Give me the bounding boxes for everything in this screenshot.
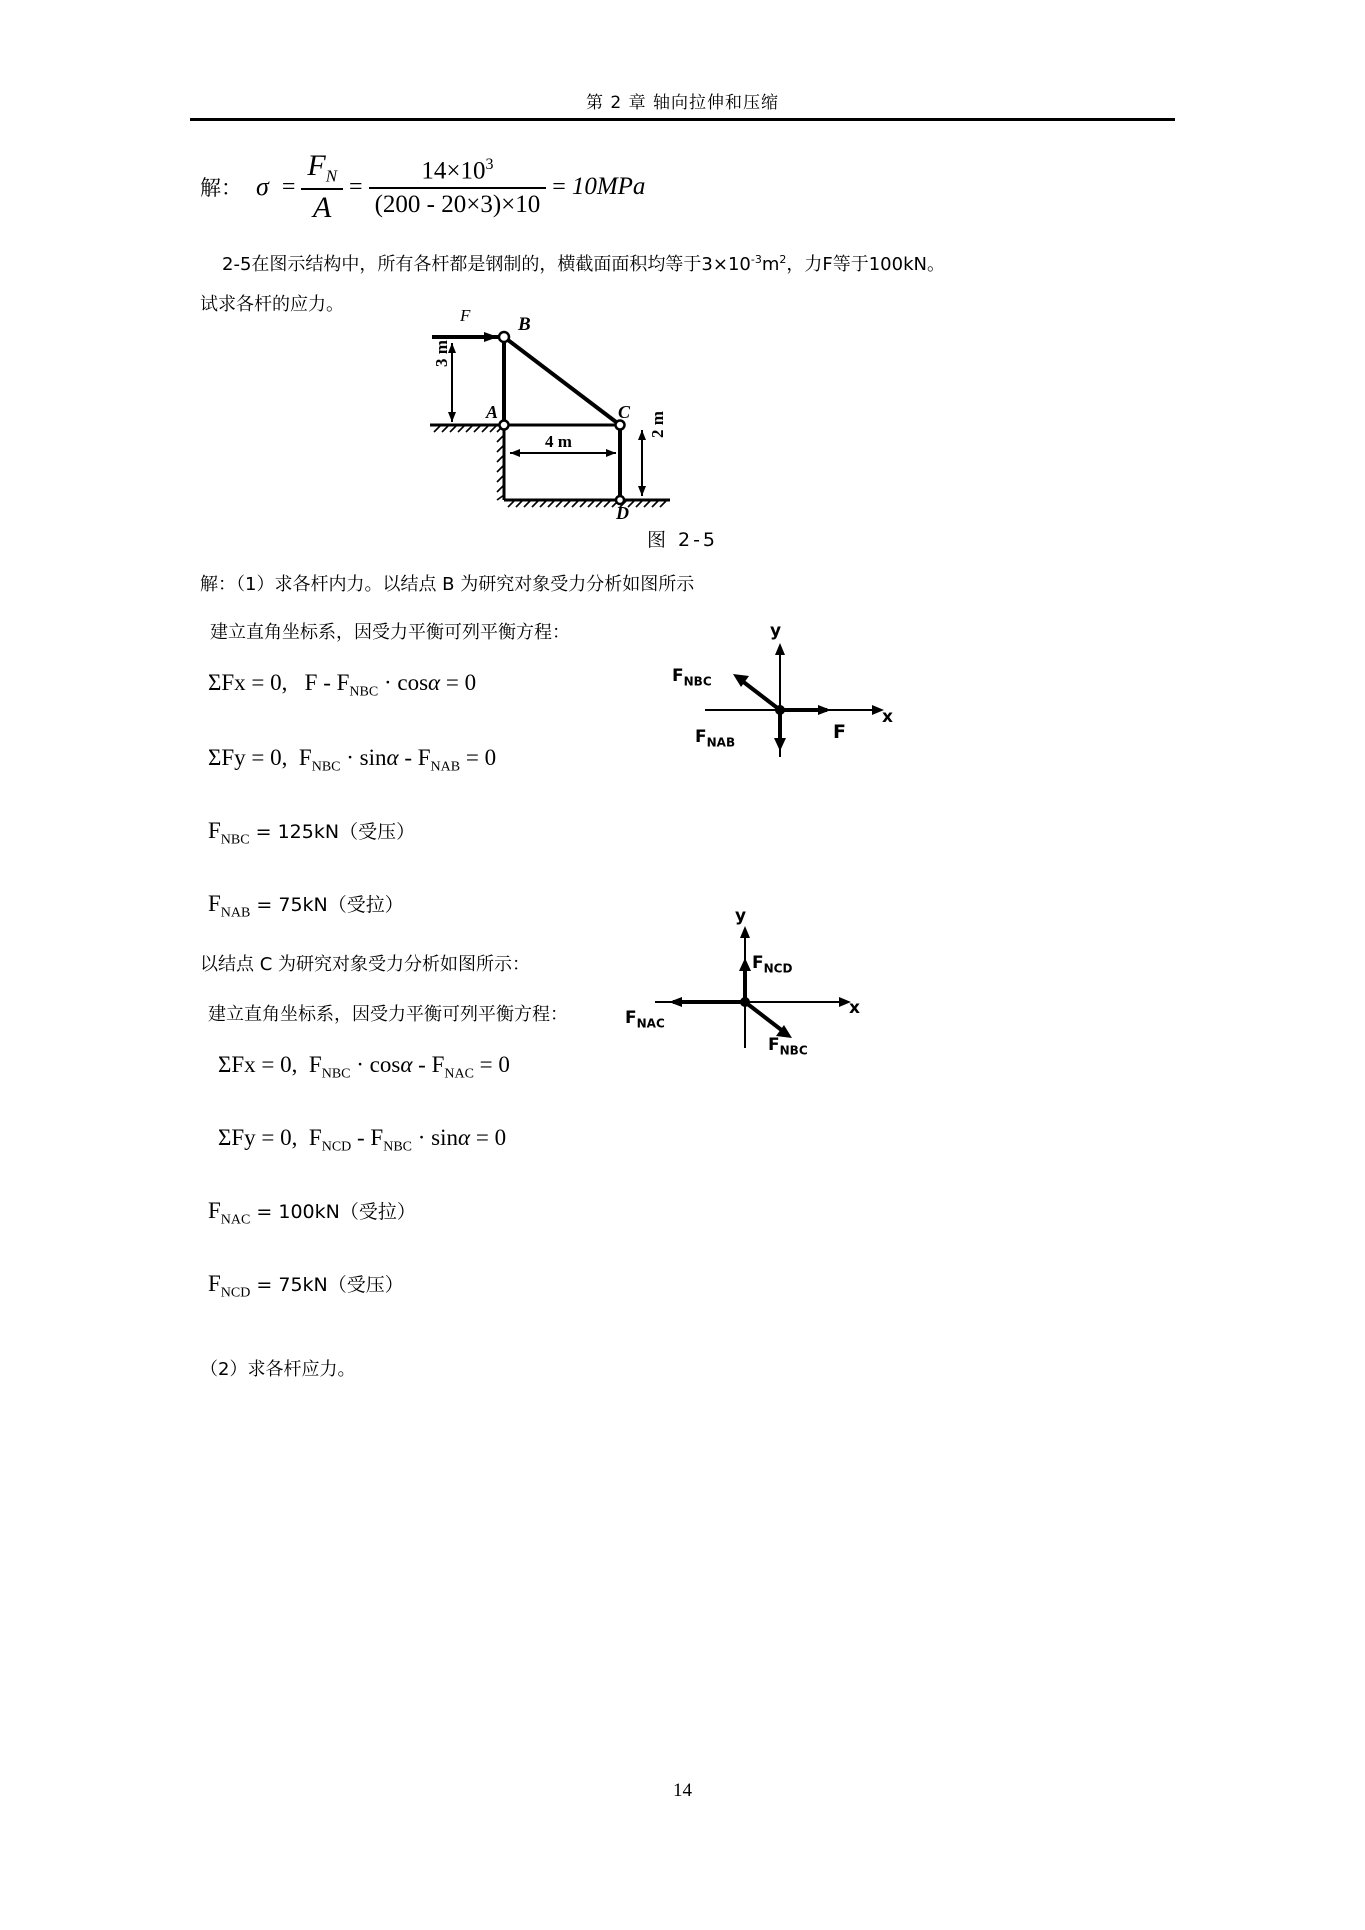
fraction-numerator (301, 150, 343, 188)
result-fnac (208, 1197, 416, 1229)
problem-line-1 (200, 240, 1180, 285)
fnbc-subscript: NBC (220, 832, 250, 848)
alpha-symbol-2: α (386, 745, 399, 770)
sum-fx-c-expr-b: · cos (350, 1052, 401, 1077)
equation-sum-fx-c (218, 1052, 510, 1083)
equation-sum-fx-b (208, 670, 476, 701)
fbd-c-y-arrowhead (740, 926, 750, 938)
equation-sum-fy-c (218, 1125, 506, 1156)
dim-arrow-2m-bottom (638, 486, 646, 496)
sigma-symbol: σ (256, 172, 269, 202)
fbd-b-fnab-arrowhead (774, 738, 786, 751)
sum-fy-expr-a: F (298, 745, 312, 770)
equation-sum-fy-b (208, 745, 496, 776)
force-n-subscript: N (325, 166, 338, 186)
wall-hatch (497, 425, 504, 500)
solution-line-2: 建立直角坐标系，因受力平衡可列平衡方程： (210, 622, 570, 643)
solution-line-9: （2）求各杆应力。 (200, 1359, 356, 1380)
sum-fx-c-label: ΣFx = 0, (218, 1052, 298, 1077)
alpha-symbol-1: α (428, 670, 441, 695)
fnac-subscript: NAC (220, 1212, 251, 1228)
dim-arrow-3m-bottom (448, 412, 456, 422)
problem-number: 2-5 (222, 254, 252, 275)
alpha-symbol-4: α (458, 1125, 471, 1150)
force-n-symbol: F (307, 149, 326, 182)
fbd-c-y-label: y (735, 906, 747, 926)
fnab-symbol: F (208, 891, 221, 916)
fncd-value: = 75kN（受压） (250, 1274, 404, 1296)
problem-line-2: 试求各杆的应力。 (200, 294, 344, 315)
dim-arrow-4m-left (510, 449, 520, 457)
page-number: 14 (673, 1780, 692, 1801)
sum-fy-expr-d: = 0 (460, 745, 497, 770)
sum-fy-expr-c: - F (398, 745, 431, 770)
sum-fy-c-label: ΣFy = 0, (218, 1125, 298, 1150)
free-body-diagram-c (625, 906, 875, 1060)
header-rule (190, 118, 1175, 121)
problem-text-b: ，力F等于100kN。 (786, 254, 945, 275)
dim-arrow-4m-right (606, 449, 616, 457)
problem-unit-m: m (761, 254, 780, 275)
sum-fy-sub-b: NAB (430, 759, 461, 775)
sum-fy-c-sub-b: NBC (383, 1139, 413, 1155)
dim-label-4m: 4 m (545, 432, 572, 451)
figure-caption: 图 2-5 (646, 529, 719, 551)
pin-a (500, 421, 509, 430)
equals-1: = (281, 173, 296, 200)
sum-fy-expr-b: · sin (340, 745, 387, 770)
fbd-c-fncd-arrowhead (739, 958, 751, 971)
fbd-b-fnbc-label: $F_{NBC}$ (672, 666, 712, 689)
sum-fx-expr-b: · cos (378, 670, 429, 695)
fnac-symbol: F (208, 1198, 221, 1223)
sum-fy-c-expr-b: - F (351, 1125, 384, 1150)
numerator-base: 14×10 (421, 157, 486, 185)
free-body-diagram-b (672, 621, 905, 765)
sum-fx-c-expr-c: - F (412, 1052, 445, 1077)
member-bc (504, 337, 620, 425)
sum-fx-c-expr-d: = 0 (473, 1052, 510, 1077)
fnbc-value: = 125kN（受压） (249, 821, 416, 843)
sum-fx-expr-c: = 0 (440, 670, 477, 695)
fbd-c-x-label: x (849, 998, 860, 1018)
solution-line-1: 解：（1）求各杆内力。以结点 B 为研究对象受力分析如图所示 (200, 574, 695, 595)
sum-fx-c-sub-b: NAC (444, 1066, 474, 1082)
fnbc-symbol: F (208, 818, 221, 843)
result-fnab (208, 890, 404, 922)
figure-2-5 (420, 306, 710, 523)
fraction-denominator (307, 190, 337, 224)
fbd-c-fnac-label: $F_{NAC}$ (625, 1008, 665, 1031)
ground-hatch-lower (504, 500, 670, 507)
dim-arrow-2m-top (638, 430, 646, 440)
sum-fy-sub-a: NBC (311, 759, 341, 775)
equals-2: = (349, 173, 363, 200)
area-symbol: A (313, 190, 332, 224)
equals-3: = (552, 173, 566, 200)
label-force-f: F (460, 306, 471, 325)
numeric-denominator: (200 - 20×3)×10 (374, 190, 541, 218)
fraction-fn-over-a (301, 150, 343, 224)
result-fncd (208, 1270, 404, 1302)
label-node-a: A (486, 402, 499, 422)
dim-label-2m: 2 m (648, 411, 667, 438)
fnac-value: = 100kN（受拉） (250, 1201, 416, 1223)
fbd-b-f-arrowhead (818, 705, 831, 715)
alpha-symbol-3: α (400, 1052, 413, 1077)
sum-fx-label: ΣFx = 0, (208, 670, 288, 695)
sum-fx-sub: NBC (349, 684, 379, 700)
fncd-subscript: NCD (220, 1285, 251, 1301)
fraction-numeric (369, 156, 547, 217)
numeric-numerator (415, 156, 499, 186)
pin-b (499, 332, 509, 342)
solution-line-5: 以结点 C 为研究对象受力分析如图所示： (200, 954, 531, 975)
sum-fy-label: ΣFy = 0, (208, 745, 288, 770)
numerator-exponent: 3 (485, 156, 494, 174)
fbd-c-fnbc-label: $F_{NBC}$ (768, 1035, 808, 1058)
label-node-b: B (518, 314, 531, 335)
sum-fy-c-sub-a: NCD (321, 1139, 352, 1155)
fbd-c-fncd-label: $F_{NCD}$ (752, 953, 793, 976)
sum-fx-expr-a: F - F (304, 670, 350, 695)
label-node-d: D (616, 503, 629, 523)
fnab-value: = 75kN（受拉） (250, 894, 404, 916)
fbd-b-f-label: F (833, 721, 846, 743)
fnab-subscript: NAB (220, 905, 251, 921)
solution-line-6: 建立直角坐标系，因受力平衡可列平衡方程： (208, 1004, 568, 1025)
stress-result: 10MPa (571, 173, 646, 201)
dim-label-3m: 3 m (432, 340, 451, 367)
problem-exponent-2: 2 (779, 253, 787, 266)
result-fnbc (208, 817, 415, 849)
problem-text-a: 在图示结构中，所有各杆都是钢制的，横截面面积均等于3×10 (251, 254, 751, 275)
sum-fy-c-expr-d: = 0 (470, 1125, 507, 1150)
solution-label: 解： (200, 176, 242, 201)
sum-fy-c-expr-c: · sin (412, 1125, 459, 1150)
problem-exponent-1: -3 (750, 253, 762, 266)
stress-formula (200, 150, 645, 224)
sum-fx-c-expr-a: F (308, 1052, 322, 1077)
force-arrowhead (484, 332, 498, 342)
fbd-b-y-arrowhead (775, 643, 785, 655)
fbd-c-fnac-arrowhead (669, 997, 682, 1007)
sum-fx-c-sub-a: NBC (321, 1066, 351, 1082)
fncd-symbol: F (208, 1271, 221, 1296)
fbd-b-y-label: y (770, 621, 782, 641)
fbd-b-x-label: x (882, 707, 893, 727)
fbd-c-svg (625, 920, 875, 1060)
sum-fy-c-expr-a: F (308, 1125, 322, 1150)
label-node-c: C (618, 402, 631, 422)
fbd-b-fnab-label: $F_{NAB}$ (695, 727, 736, 750)
running-header: 第 2 章 轴向拉伸和压缩 (585, 93, 780, 113)
